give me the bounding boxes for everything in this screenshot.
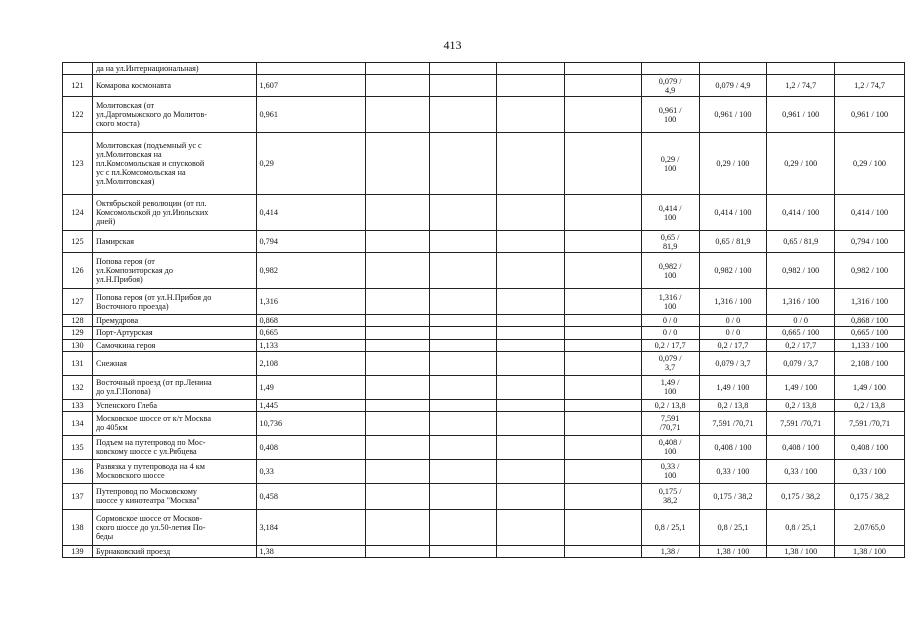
cell-empty xyxy=(366,375,430,399)
cell-empty xyxy=(497,483,565,509)
table-row xyxy=(63,375,905,399)
cell-value-4: 0,175 / 38,2 xyxy=(835,483,905,509)
cell-empty xyxy=(429,289,497,315)
cell-empty xyxy=(429,545,497,557)
cell-value-4: 0,2 / 13,8 xyxy=(835,399,905,411)
cell-empty xyxy=(366,411,430,435)
cell-value-4: 1,133 / 100 xyxy=(835,339,905,351)
cell-value-2: 0,2 / 17,7 xyxy=(699,339,767,351)
cell-value xyxy=(641,63,699,75)
cell-name: да на ул.Интернациональная) xyxy=(92,63,256,75)
cell-value-4: 7,591 /70,71 xyxy=(835,411,905,435)
cell-value-1: 0,33 / 100 xyxy=(641,459,699,483)
cell-length: 10,736 xyxy=(256,411,366,435)
cell-value-4: 1,49 / 100 xyxy=(835,375,905,399)
cell-number xyxy=(63,63,93,75)
cell-value-1: 0,29 / 100 xyxy=(641,133,699,195)
table-body xyxy=(63,63,905,558)
cell-value-2: 1,316 / 100 xyxy=(699,289,767,315)
cell-value-4: 0,794 / 100 xyxy=(835,231,905,253)
table-row xyxy=(63,253,905,289)
cell-length: 0,868 xyxy=(256,315,366,327)
cell-empty xyxy=(497,75,565,97)
cell-empty xyxy=(565,399,642,411)
cell-number: 125 xyxy=(63,231,93,253)
table-row xyxy=(63,545,905,557)
cell-number: 139 xyxy=(63,545,93,557)
cell-length: 0,961 xyxy=(256,97,366,133)
cell-value-4: 0,665 / 100 xyxy=(835,327,905,339)
cell-length: 1,133 xyxy=(256,339,366,351)
cell-empty xyxy=(497,195,565,231)
cell-value-3: 0,982 / 100 xyxy=(767,253,835,289)
cell-empty xyxy=(429,483,497,509)
cell-number: 129 xyxy=(63,327,93,339)
cell-value-1: 1,316 / 100 xyxy=(641,289,699,315)
table-row xyxy=(63,483,905,509)
cell-value-3: 1,38 / 100 xyxy=(767,545,835,557)
cell-empty xyxy=(497,509,565,545)
cell-empty xyxy=(366,483,430,509)
cell-length: 1,38 xyxy=(256,545,366,557)
cell-empty xyxy=(565,75,642,97)
cell-empty xyxy=(429,75,497,97)
cell-empty xyxy=(429,509,497,545)
page-number: 413 xyxy=(443,38,462,52)
table-row xyxy=(63,339,905,351)
cell-name: Восточный проезд (от пр.Ленина до ул.Г.Попова) xyxy=(92,375,256,399)
cell-value-3: 0,175 / 38,2 xyxy=(767,483,835,509)
cell-empty xyxy=(497,253,565,289)
cell-empty xyxy=(497,97,565,133)
cell-name: Развязка у путепровода на 4 км Московского шоссе xyxy=(92,459,256,483)
cell-value-3: 0,2 / 13,8 xyxy=(767,399,835,411)
cell-name: Попова героя (от ул.Композиторская до ул.Н.Прибоя) xyxy=(92,253,256,289)
roads-table xyxy=(62,62,905,558)
cell-empty xyxy=(565,351,642,375)
cell-value-4: 0,982 / 100 xyxy=(835,253,905,289)
cell-value-4: 1,38 / 100 xyxy=(835,545,905,557)
cell-name: Самочкина героя xyxy=(92,339,256,351)
table-row xyxy=(63,231,905,253)
cell-length: 2,108 xyxy=(256,351,366,375)
cell-value-1: 1,38 / xyxy=(641,545,699,557)
cell-length: 0,458 xyxy=(256,483,366,509)
cell-value-2: 0,961 / 100 xyxy=(699,97,767,133)
cell-empty xyxy=(429,459,497,483)
cell-length: 0,33 xyxy=(256,459,366,483)
cell-number: 124 xyxy=(63,195,93,231)
cell-length: 3,184 xyxy=(256,509,366,545)
cell-value-3: 0,29 / 100 xyxy=(767,133,835,195)
cell-value-3: 0,33 / 100 xyxy=(767,459,835,483)
cell-empty xyxy=(565,459,642,483)
cell-length: 1,445 xyxy=(256,399,366,411)
cell-empty xyxy=(565,375,642,399)
cell-length: 1,49 xyxy=(256,375,366,399)
cell-value-1: 0,8 / 25,1 xyxy=(641,509,699,545)
cell-length: 0,794 xyxy=(256,231,366,253)
cell-value-3: 0,65 / 81,9 xyxy=(767,231,835,253)
cell-empty xyxy=(565,545,642,557)
cell-length: 1,607 xyxy=(256,75,366,97)
cell-name: Премудрова xyxy=(92,315,256,327)
cell-value-2: 0 / 0 xyxy=(699,327,767,339)
cell-empty xyxy=(429,195,497,231)
cell-empty xyxy=(497,327,565,339)
cell-empty xyxy=(366,339,430,351)
cell-value-4: 2,07/65,0 xyxy=(835,509,905,545)
cell-empty xyxy=(429,97,497,133)
cell-length: 0,982 xyxy=(256,253,366,289)
cell-empty xyxy=(497,411,565,435)
cell-empty xyxy=(429,253,497,289)
cell-value-3: 0 / 0 xyxy=(767,315,835,327)
cell-empty xyxy=(565,411,642,435)
cell-empty xyxy=(429,231,497,253)
cell-name: Октябрьской революции (от пл. Комсомольской до ул.Июльских дней) xyxy=(92,195,256,231)
cell-value-2: 0,982 / 100 xyxy=(699,253,767,289)
cell-empty xyxy=(366,253,430,289)
cell-name: Молитовская (подъемный ус с ул.Молитовская на пл.Комсомольская и спусковой ус с пл.Комсомольская на ул.Молитовская) xyxy=(92,133,256,195)
cell-empty xyxy=(565,195,642,231)
cell-value-1: 0,414 / 100 xyxy=(641,195,699,231)
cell-number: 132 xyxy=(63,375,93,399)
cell-empty xyxy=(497,133,565,195)
cell-value-3: 0,961 / 100 xyxy=(767,97,835,133)
cell-value-4: 0,29 / 100 xyxy=(835,133,905,195)
table-row xyxy=(63,509,905,545)
cell-value xyxy=(699,63,767,75)
cell-empty xyxy=(497,63,565,75)
cell-empty xyxy=(497,545,565,557)
cell-value-1: 0,175 / 38,2 xyxy=(641,483,699,509)
cell-number: 121 xyxy=(63,75,93,97)
cell-number: 126 xyxy=(63,253,93,289)
cell-empty xyxy=(497,231,565,253)
cell-value-1: 7,591 /70,71 xyxy=(641,411,699,435)
cell-value-3: 1,316 / 100 xyxy=(767,289,835,315)
cell-value-3: 0,665 / 100 xyxy=(767,327,835,339)
cell-number: 134 xyxy=(63,411,93,435)
cell-empty xyxy=(565,63,642,75)
cell-number: 138 xyxy=(63,509,93,545)
cell-empty xyxy=(366,195,430,231)
cell-empty xyxy=(565,315,642,327)
cell-empty xyxy=(429,339,497,351)
cell-empty xyxy=(565,289,642,315)
cell-value-1: 0,408 / 100 xyxy=(641,435,699,459)
table-row xyxy=(63,195,905,231)
cell-number: 133 xyxy=(63,399,93,411)
cell-name: Бурнаковский проезд xyxy=(92,545,256,557)
cell-number: 137 xyxy=(63,483,93,509)
cell-value-2: 0,175 / 38,2 xyxy=(699,483,767,509)
cell-empty xyxy=(366,315,430,327)
cell-empty xyxy=(366,63,430,75)
cell-name: Комарова космонавта xyxy=(92,75,256,97)
cell-number: 123 xyxy=(63,133,93,195)
cell-value xyxy=(835,63,905,75)
cell-length: 0,29 xyxy=(256,133,366,195)
cell-value-1: 0,2 / 13,8 xyxy=(641,399,699,411)
cell-value-4: 1,316 / 100 xyxy=(835,289,905,315)
cell-empty xyxy=(497,435,565,459)
cell-name: Снежная xyxy=(92,351,256,375)
cell-value-4: 0,961 / 100 xyxy=(835,97,905,133)
cell-number: 128 xyxy=(63,315,93,327)
cell-number: 130 xyxy=(63,339,93,351)
cell-empty xyxy=(497,399,565,411)
table-row xyxy=(63,459,905,483)
cell-empty xyxy=(366,289,430,315)
table-row xyxy=(63,435,905,459)
cell-empty xyxy=(497,339,565,351)
cell-value-3: 0,8 / 25,1 xyxy=(767,509,835,545)
cell-empty xyxy=(565,327,642,339)
cell-empty xyxy=(366,459,430,483)
cell-empty xyxy=(429,435,497,459)
cell-value-2: 1,38 / 100 xyxy=(699,545,767,557)
cell-value-3: 7,591 /70,71 xyxy=(767,411,835,435)
cell-name: Путепровод по Московскому шоссе у кинотеатра "Москва" xyxy=(92,483,256,509)
cell-value-2: 0,29 / 100 xyxy=(699,133,767,195)
cell-empty xyxy=(366,351,430,375)
cell-empty xyxy=(565,483,642,509)
cell-empty xyxy=(429,351,497,375)
table-row xyxy=(63,315,905,327)
cell-value xyxy=(767,63,835,75)
cell-value-3: 0,414 / 100 xyxy=(767,195,835,231)
cell-value-4: 0,868 / 100 xyxy=(835,315,905,327)
cell-value-4: 0,414 / 100 xyxy=(835,195,905,231)
cell-empty xyxy=(565,339,642,351)
cell-empty xyxy=(429,411,497,435)
cell-value-1: 0,2 / 17,7 xyxy=(641,339,699,351)
cell-empty xyxy=(497,351,565,375)
table-row xyxy=(63,289,905,315)
cell-number: 136 xyxy=(63,459,93,483)
cell-value-3: 0,2 / 17,7 xyxy=(767,339,835,351)
cell-length: 0,408 xyxy=(256,435,366,459)
cell-value-4: 0,33 / 100 xyxy=(835,459,905,483)
cell-empty xyxy=(366,75,430,97)
cell-empty xyxy=(565,253,642,289)
cell-value-2: 0,414 / 100 xyxy=(699,195,767,231)
cell-empty xyxy=(366,133,430,195)
cell-name: Порт-Артурская xyxy=(92,327,256,339)
cell-value-2: 7,591 /70,71 xyxy=(699,411,767,435)
cell-name: Успенского Глеба xyxy=(92,399,256,411)
cell-value-3: 0,408 / 100 xyxy=(767,435,835,459)
table-row-fragment xyxy=(63,63,905,75)
table-row xyxy=(63,97,905,133)
cell-value-1: 0,65 / 81,9 xyxy=(641,231,699,253)
cell-value-2: 1,49 / 100 xyxy=(699,375,767,399)
cell-value-3: 0,079 / 3,7 xyxy=(767,351,835,375)
table-row xyxy=(63,133,905,195)
cell-empty xyxy=(497,289,565,315)
cell-value-2: 0 / 0 xyxy=(699,315,767,327)
cell-value-1: 0 / 0 xyxy=(641,315,699,327)
cell-value-1: 1,49 / 100 xyxy=(641,375,699,399)
cell-empty xyxy=(366,545,430,557)
cell-empty xyxy=(429,399,497,411)
cell-name: Попова героя (от ул.Н.Прибоя до Восточного проезда) xyxy=(92,289,256,315)
cell-name: Подъем на путепровод по Мос- ковскому шоссе с ул.Рябцева xyxy=(92,435,256,459)
table-row xyxy=(63,351,905,375)
cell-value-4: 2,108 / 100 xyxy=(835,351,905,375)
table-row xyxy=(63,411,905,435)
cell-value-2: 0,65 / 81,9 xyxy=(699,231,767,253)
cell-value-3: 1,2 / 74,7 xyxy=(767,75,835,97)
table-row xyxy=(63,327,905,339)
cell-length: 1,316 xyxy=(256,289,366,315)
cell-value-1: 0,982 / 100 xyxy=(641,253,699,289)
cell-empty xyxy=(565,509,642,545)
cell-length: 0,414 xyxy=(256,195,366,231)
cell-name: Молитовская (от ул.Даргомыжского до Молитов- ского моста) xyxy=(92,97,256,133)
cell-empty xyxy=(565,133,642,195)
cell-empty xyxy=(497,459,565,483)
cell-value-2: 0,2 / 13,8 xyxy=(699,399,767,411)
cell-value-2: 0,8 / 25,1 xyxy=(699,509,767,545)
cell-number: 127 xyxy=(63,289,93,315)
cell-value-2: 0,408 / 100 xyxy=(699,435,767,459)
cell-empty xyxy=(366,231,430,253)
cell-value-2: 0,33 / 100 xyxy=(699,459,767,483)
cell-empty xyxy=(429,133,497,195)
cell-empty xyxy=(366,509,430,545)
cell-value-4: 0,408 / 100 xyxy=(835,435,905,459)
cell-empty xyxy=(497,315,565,327)
cell-empty xyxy=(565,435,642,459)
cell-value-4: 1,2 / 74,7 xyxy=(835,75,905,97)
cell-number: 122 xyxy=(63,97,93,133)
cell-value-1: 0,079 / 3,7 xyxy=(641,351,699,375)
cell-number: 135 xyxy=(63,435,93,459)
cell-number: 131 xyxy=(63,351,93,375)
cell-empty xyxy=(429,327,497,339)
cell-value-1: 0,079 / 4,9 xyxy=(641,75,699,97)
cell-empty xyxy=(366,97,430,133)
cell-value-1: 0 / 0 xyxy=(641,327,699,339)
cell-empty xyxy=(429,315,497,327)
cell-value-2: 0,079 / 3,7 xyxy=(699,351,767,375)
cell-empty xyxy=(429,375,497,399)
cell-empty xyxy=(366,399,430,411)
cell-empty xyxy=(429,63,497,75)
table-row xyxy=(63,75,905,97)
cell-empty xyxy=(565,231,642,253)
table-row xyxy=(63,399,905,411)
cell-empty xyxy=(497,375,565,399)
cell-value-1: 0,961 / 100 xyxy=(641,97,699,133)
cell-name: Московское шоссе от к/т Москва до 405км xyxy=(92,411,256,435)
cell-value-3: 1,49 / 100 xyxy=(767,375,835,399)
cell-empty xyxy=(565,97,642,133)
cell-length xyxy=(256,63,366,75)
cell-empty xyxy=(366,435,430,459)
cell-name: Памирская xyxy=(92,231,256,253)
cell-length: 0,665 xyxy=(256,327,366,339)
cell-name: Сормовское шоссе от Москов- ского шоссе до ул.50-летия По- беды xyxy=(92,509,256,545)
cell-empty xyxy=(366,327,430,339)
cell-value-2: 0,079 / 4,9 xyxy=(699,75,767,97)
